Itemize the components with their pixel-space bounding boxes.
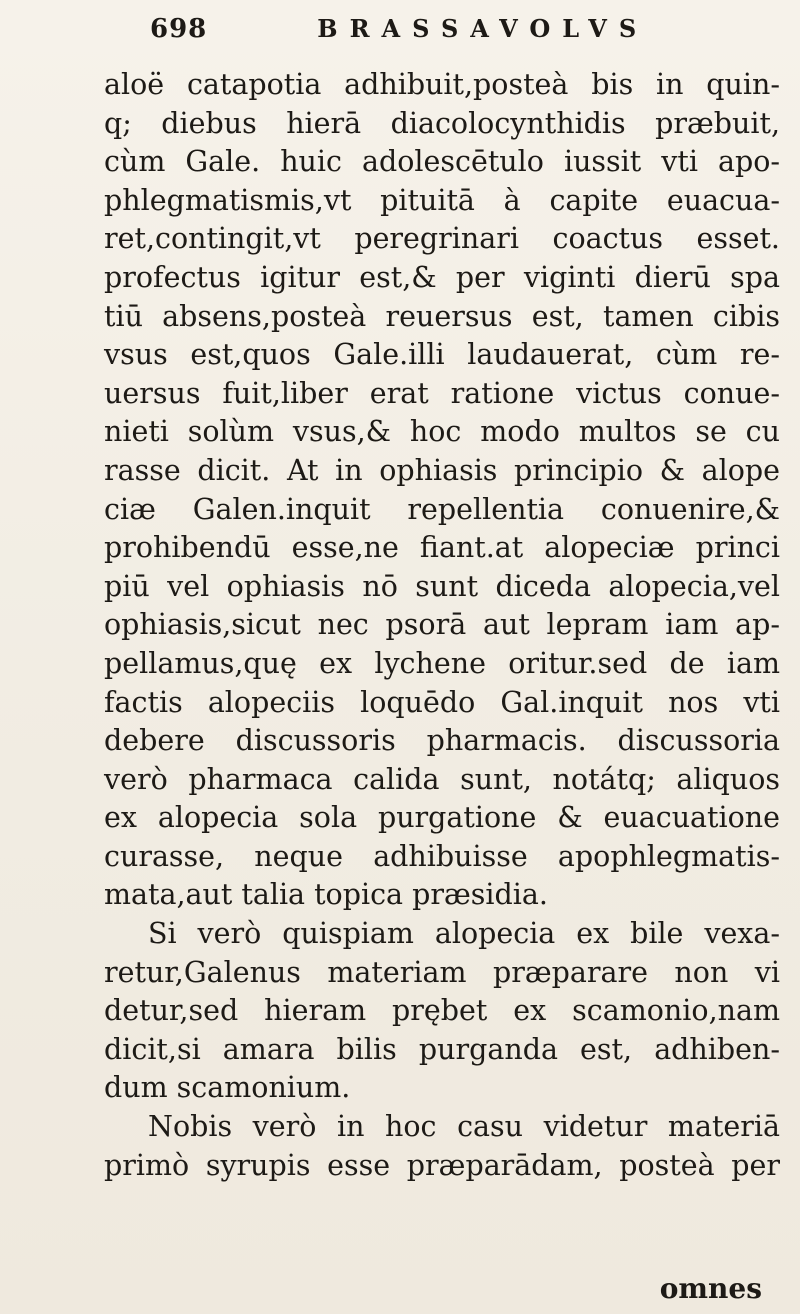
page-header (150, 14, 790, 60)
text-line: Si verò quispiam alopecia ex bile vexa- (148, 917, 780, 951)
text-line: dum scamonium. (104, 1071, 351, 1105)
text-line: ret,contingit,vt peregrinari coactus esset. (104, 222, 780, 256)
text-line: profectus igitur est,& per viginti dierū spa (104, 260, 780, 294)
text-line: q; diebus hierā diacolocynthidis præbuit, (104, 106, 780, 140)
text-line: uersus fuit,liber erat ratione victus conue- (104, 376, 780, 410)
text-line: factis alopeciis loquēdo Gal.inquit nos vti (104, 685, 780, 719)
text-line: cùm Gale. huic adolescētulo iussit vti apo- (104, 145, 780, 179)
text-line: verò pharmaca calida sunt, notátq; aliquos (104, 762, 780, 796)
text-line: nieti solùm vsus,& hoc modo multos se cu (104, 415, 780, 449)
page-number: 698 (150, 14, 208, 44)
text-line: aloë catapotia adhibuit,posteà bis in quin- (104, 68, 780, 101)
text-line: detur,sed hieram prębet ex scamonio,nam (104, 994, 780, 1028)
text-line: curasse, neque adhibuisse apophlegmatis- (104, 839, 780, 873)
text-line: primò syrupis esse præparādam, posteà per (104, 1148, 780, 1182)
catchword: omnes (659, 1272, 762, 1305)
text-line: dicit,si amara bilis purganda est, adhiben- (104, 1032, 780, 1066)
text-line: phlegmatismis,vt pituitā à capite euacua- (104, 183, 780, 217)
text-line: vsus est,quos Gale.illi laudauerat, cùm re- (104, 338, 780, 372)
body-text (104, 66, 780, 1185)
text-line: ophiasis,sicut nec psorā aut lepram iam ap- (104, 608, 780, 642)
text-line: piū vel ophiasis nō sunt diceda alopecia,vel (104, 569, 780, 603)
text-line: Nobis verò in hoc casu videtur materiā (148, 1110, 780, 1144)
text-line: tiū absens,posteà reuersus est, tamen cibis (104, 299, 780, 333)
text-line: rasse dicit. At in ophiasis principio & alope (104, 453, 780, 487)
text-line: pellamus,quę ex lychene oritur.sed de iam (104, 646, 780, 680)
text-line: mata,aut talia topica præsidia. (104, 878, 548, 912)
text-line: ciæ Galen.inquit repellentia conuenire,& (104, 492, 780, 526)
text-line: prohibendū esse,ne fiant.at alopeciæ princi (104, 531, 780, 565)
running-head: BRASSAVOLVS (317, 14, 649, 43)
text-line: debere discussoris pharmacis. discussoria (104, 724, 780, 758)
text-line: ex alopecia sola purgatione & euacuatione (104, 801, 780, 835)
text-line: retur,Galenus materiam præparare non vi (104, 955, 780, 989)
